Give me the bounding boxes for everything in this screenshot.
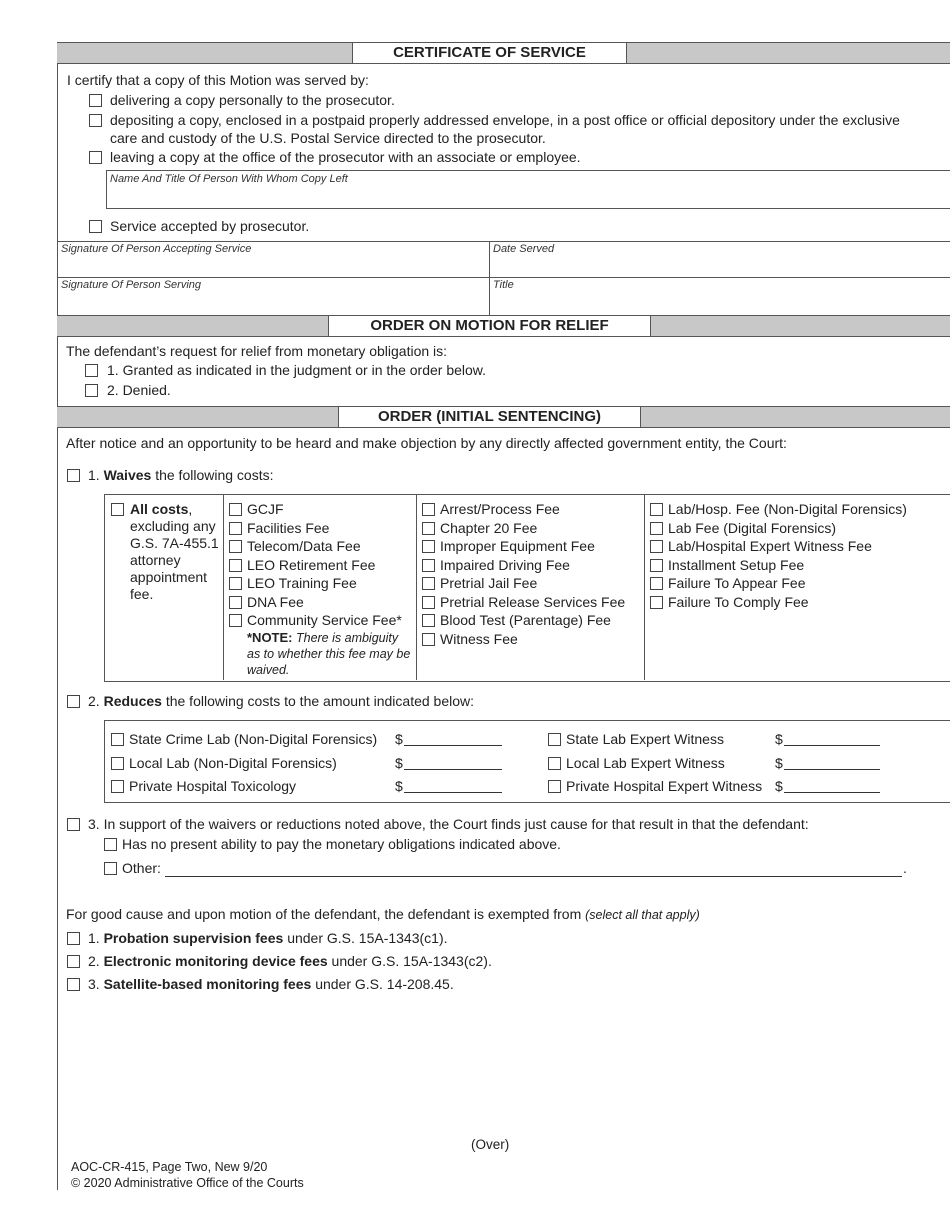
- exempt-item: 3. Satellite-based monitoring fees under G.S. 14-208.45.: [88, 976, 454, 992]
- denied-label: 2. Denied.: [107, 382, 171, 398]
- fee-label: DNA Fee: [247, 594, 304, 610]
- personal-delivery-checkbox[interactable]: [89, 94, 102, 107]
- fee-label: Blood Test (Parentage) Fee: [440, 612, 611, 628]
- sentencing-intro: After notice and an opportunity to be heard and make objection by any directly affected government entity, the Court:: [66, 435, 787, 451]
- all-costs-line: G.S. 7A-455.1: [130, 535, 219, 551]
- fee-label: Lab/Hosp. Fee (Non-Digital Forensics): [668, 501, 907, 517]
- dollar-sign: $: [395, 755, 403, 771]
- certificate-title: CERTIFICATE OF SERVICE: [352, 42, 627, 64]
- installment-setup-fee-checkbox[interactable]: [650, 559, 663, 572]
- fee-label: Telecom/Data Fee: [247, 538, 361, 554]
- office-delivery-label: leaving a copy at the office of the prosecutor with an associate or employee.: [110, 149, 581, 165]
- reduces-label: 2. Reduces the following costs to the amount indicated below:: [88, 693, 475, 709]
- blood-test-fee-checkbox[interactable]: [422, 614, 435, 627]
- all-costs-line: fee.: [130, 586, 154, 602]
- note-line: as to whether this fee may be: [247, 647, 411, 661]
- facilities-fee-checkbox[interactable]: [229, 522, 242, 535]
- granted-checkbox[interactable]: [85, 364, 98, 377]
- leo-retirement-fee-checkbox[interactable]: [229, 559, 242, 572]
- state-lab-expert-amount[interactable]: [784, 745, 880, 746]
- state-crime-lab-amount[interactable]: [404, 745, 502, 746]
- telecom-fee-checkbox[interactable]: [229, 540, 242, 553]
- date-served-field[interactable]: [491, 256, 948, 276]
- other-checkbox[interactable]: [104, 862, 117, 875]
- fee-label: Pretrial Release Services Fee: [440, 594, 626, 610]
- fee-label: Lab/Hospital Expert Witness Fee: [668, 538, 872, 554]
- all-costs-checkbox[interactable]: [111, 503, 124, 516]
- local-lab-amount[interactable]: [404, 769, 502, 770]
- probation-fee-checkbox[interactable]: [67, 932, 80, 945]
- no-ability-label: Has no present ability to pay the monetary obligations indicated above.: [122, 836, 561, 852]
- chapter-20-fee-checkbox[interactable]: [422, 522, 435, 535]
- denied-checkbox[interactable]: [85, 384, 98, 397]
- failure-to-comply-fee-checkbox[interactable]: [650, 596, 663, 609]
- reduce-label: Local Lab (Non-Digital Forensics): [129, 755, 337, 771]
- waives-checkbox[interactable]: [67, 469, 80, 482]
- granted-label: 1. Granted as indicated in the judgment or in the order below.: [107, 362, 487, 378]
- exempt-intro: For good cause and upon motion of the defendant, the defendant is exempted from (select all that apply): [66, 906, 700, 922]
- dollar-sign: $: [395, 778, 403, 794]
- all-costs-line: appointment: [130, 569, 208, 585]
- state-crime-lab-checkbox[interactable]: [111, 733, 124, 746]
- fee-label: Impaired Driving Fee: [440, 557, 570, 573]
- improper-equipment-fee-checkbox[interactable]: [422, 540, 435, 553]
- date-served-label: Date Served: [493, 243, 555, 255]
- relief-intro: The defendant’s request for relief from monetary obligation is:: [66, 343, 448, 359]
- other-end: .: [903, 860, 907, 876]
- fee-label: LEO Training Fee: [247, 575, 357, 591]
- certificate-header-bar: [57, 42, 950, 64]
- reduce-label: Private Hospital Toxicology: [129, 778, 297, 794]
- lab-expert-witness-fee-checkbox[interactable]: [650, 540, 663, 553]
- fee-label: Installment Setup Fee: [668, 557, 805, 573]
- fee-label: Improper Equipment Fee: [440, 538, 595, 554]
- community-service-note: *NOTE: There is ambiguity: [247, 630, 399, 645]
- sig-accepting-field[interactable]: [59, 256, 487, 276]
- lab-hosp-fee-checkbox[interactable]: [650, 503, 663, 516]
- other-field[interactable]: [165, 876, 902, 877]
- title-field[interactable]: [491, 292, 948, 312]
- fee-label: Witness Fee: [440, 631, 518, 647]
- all-costs-line: excluding any: [130, 518, 216, 534]
- private-hospital-toxicology-checkbox[interactable]: [111, 780, 124, 793]
- pretrial-release-fee-checkbox[interactable]: [422, 596, 435, 609]
- gcjf-checkbox[interactable]: [229, 503, 242, 516]
- left-border: [57, 42, 58, 1190]
- local-lab-checkbox[interactable]: [111, 757, 124, 770]
- private-hospital-expert-amount[interactable]: [784, 792, 880, 793]
- exempt-item: 2. Electronic monitoring device fees under G.S. 15A-1343(c2).: [88, 953, 492, 969]
- local-lab-expert-amount[interactable]: [784, 769, 880, 770]
- private-hospital-expert-checkbox[interactable]: [548, 780, 561, 793]
- satellite-monitoring-fee-checkbox[interactable]: [67, 978, 80, 991]
- private-hospital-toxicology-amount[interactable]: [404, 792, 502, 793]
- name-title-field[interactable]: [108, 186, 948, 206]
- copyright: © 2020 Administrative Office of the Courts: [71, 1176, 304, 1190]
- office-delivery-checkbox[interactable]: [89, 151, 102, 164]
- local-lab-expert-checkbox[interactable]: [548, 757, 561, 770]
- impaired-driving-fee-checkbox[interactable]: [422, 559, 435, 572]
- sig-serving-field[interactable]: [59, 292, 487, 312]
- reduce-label: State Crime Lab (Non-Digital Forensics): [129, 731, 378, 747]
- sentencing-header-bar: [57, 406, 950, 428]
- failure-to-appear-fee-checkbox[interactable]: [650, 577, 663, 590]
- service-accepted-label: Service accepted by prosecutor.: [110, 218, 310, 234]
- fee-label: LEO Retirement Fee: [247, 557, 376, 573]
- exempt-item: 1. Probation supervision fees under G.S. 15A-1343(c1).: [88, 930, 448, 946]
- reduce-label: State Lab Expert Witness: [566, 731, 724, 747]
- reduces-checkbox[interactable]: [67, 695, 80, 708]
- electronic-monitoring-fee-checkbox[interactable]: [67, 955, 80, 968]
- reduce-label: Private Hospital Expert Witness: [566, 778, 763, 794]
- mail-delivery-checkbox[interactable]: [89, 114, 102, 127]
- all-costs-label: All costs,: [130, 501, 193, 517]
- dollar-sign: $: [775, 731, 783, 747]
- leo-training-fee-checkbox[interactable]: [229, 577, 242, 590]
- sig-accepting-label: Signature Of Person Accepting Service: [61, 243, 252, 255]
- support-checkbox[interactable]: [67, 818, 80, 831]
- all-costs-line: attorney: [130, 552, 181, 568]
- mail-delivery-label-1: depositing a copy, enclosed in a postpaid properly addressed envelope, in a post office or official depository under the exclusive: [110, 112, 900, 128]
- personal-delivery-label: delivering a copy personally to the prosecutor.: [110, 92, 395, 108]
- fee-label: Failure To Appear Fee: [668, 575, 806, 591]
- community-service-fee-checkbox[interactable]: [229, 614, 242, 627]
- reduce-label: Local Lab Expert Witness: [566, 755, 725, 771]
- fee-label: Arrest/Process Fee: [440, 501, 560, 517]
- fee-label: Pretrial Jail Fee: [440, 575, 538, 591]
- fee-label: Failure To Comply Fee: [668, 594, 809, 610]
- note-line: waived.: [247, 663, 290, 677]
- support-label: 3. In support of the waivers or reductions noted above, the Court finds just cause for that result in that the defendant:: [88, 816, 809, 832]
- fee-label: Facilities Fee: [247, 520, 330, 536]
- mail-delivery-label-2: care and custody of the U.S. Postal Service directed to the prosecutor.: [110, 130, 546, 146]
- certificate-intro: I certify that a copy of this Motion was served by:: [67, 72, 369, 88]
- fee-label: Community Service Fee*: [247, 612, 402, 628]
- fee-label: Chapter 20 Fee: [440, 520, 538, 536]
- name-title-label: Name And Title Of Person With Whom Copy Left: [110, 173, 348, 185]
- form-id: AOC-CR-415, Page Two, New 9/20: [71, 1160, 268, 1174]
- pretrial-jail-fee-checkbox[interactable]: [422, 577, 435, 590]
- dollar-sign: $: [395, 731, 403, 747]
- arrest-fee-checkbox[interactable]: [422, 503, 435, 516]
- title-label: Title: [493, 279, 514, 291]
- no-ability-checkbox[interactable]: [104, 838, 117, 851]
- state-lab-expert-checkbox[interactable]: [548, 733, 561, 746]
- relief-title: ORDER ON MOTION FOR RELIEF: [328, 315, 651, 337]
- over-note: (Over): [471, 1137, 510, 1152]
- waives-label: 1. Waives the following costs:: [88, 467, 274, 483]
- witness-fee-checkbox[interactable]: [422, 633, 435, 646]
- relief-header-bar: [57, 315, 950, 337]
- fee-label: GCJF: [247, 501, 284, 517]
- service-accepted-checkbox[interactable]: [89, 220, 102, 233]
- dollar-sign: $: [775, 755, 783, 771]
- sig-serving-label: Signature Of Person Serving: [61, 279, 202, 291]
- dollar-sign: $: [775, 778, 783, 794]
- other-label: Other:: [122, 860, 161, 876]
- fee-label: Lab Fee (Digital Forensics): [668, 520, 837, 536]
- lab-digital-fee-checkbox[interactable]: [650, 522, 663, 535]
- dna-fee-checkbox[interactable]: [229, 596, 242, 609]
- sentencing-title: ORDER (INITIAL SENTENCING): [338, 406, 641, 428]
